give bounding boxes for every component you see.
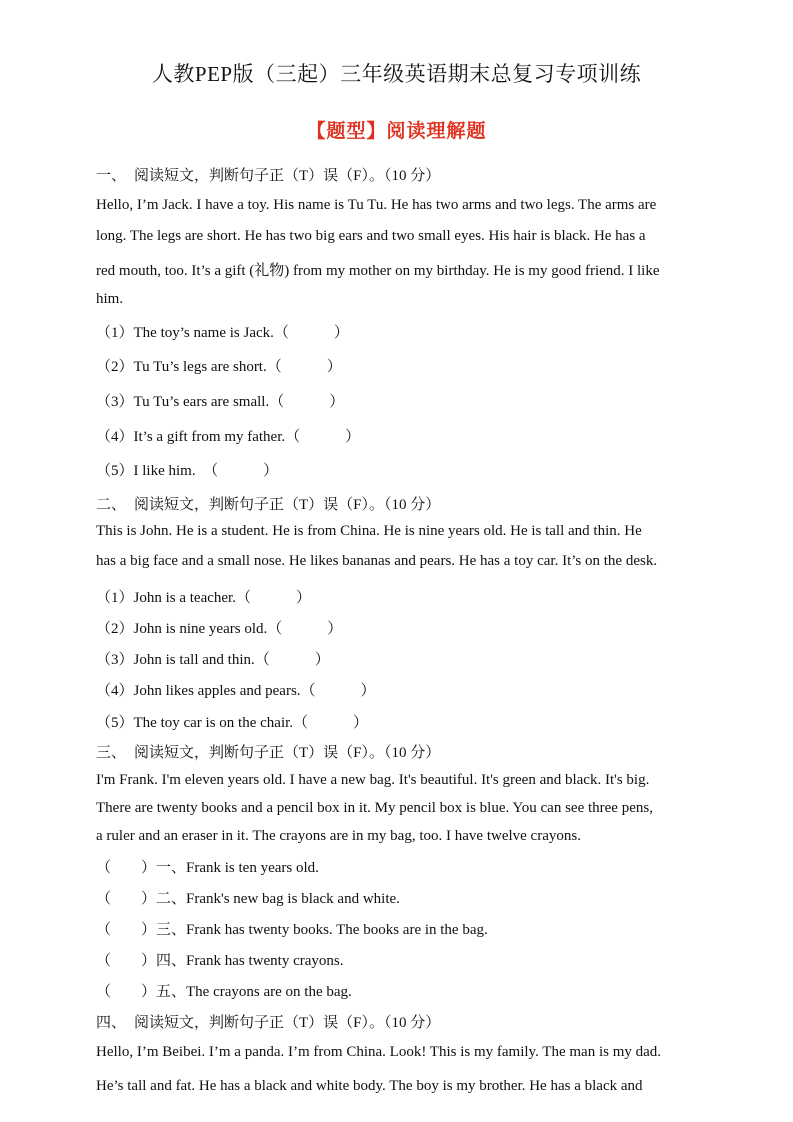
section-number: 三、 (96, 745, 127, 761)
passage-line: Hello, I’m Beibei. I’m a panda. I’m from China. Look! This is my family. The man is my dad. (96, 1044, 662, 1060)
question-item: （2）Tu Tu’s legs are short.（ ） (96, 359, 342, 375)
section-1-heading (96, 164, 440, 185)
question-item: （1）The toy’s name is Jack.（ ） (96, 325, 349, 341)
question-item: （ ）一、Frank is ten years old. (96, 860, 319, 876)
passage-line: He’s tall and fat. He has a black and white body. The boy is my brother. He has a black and (96, 1078, 643, 1094)
question-item: （4）John likes apples and pears.（ ） (96, 683, 376, 699)
passage-line: has a big face and a small nose. He likes bananas and pears. He has a toy car. It’s on the desk. (96, 553, 658, 569)
question-item: （2）John is nine years old.（ ） (96, 621, 343, 637)
page-title: 人教PEP版（三起）三年级英语期末总复习专项训练 (151, 62, 642, 86)
section-number: 一、 (96, 168, 127, 184)
section-instruction: 阅读短文，判断句子正（T）误（F）。（10 分） (134, 1015, 441, 1031)
question-item: （ ）三、Frank has twenty books. The books are in the bag. (96, 922, 488, 938)
question-type-heading: 【题型】阅读理解题 (306, 120, 487, 142)
passage-line: a ruler and an eraser in it. The crayons are in my bag, too. I have twelve crayons. (96, 828, 581, 844)
question-item: （3）John is tall and thin.（ ） (96, 652, 330, 668)
question-item: （5）I like him. （ ） (96, 463, 279, 479)
section-instruction: 阅读短文，判断句子正（T）误（F）。（10 分） (134, 745, 441, 761)
section-2-heading (96, 493, 440, 514)
section-instruction: 阅读短文，判断句子正（T）误（F）。（10 分） (134, 168, 441, 184)
passage-line: long. The legs are short. He has two big ears and two small eyes. His hair is black. He has a (96, 228, 646, 244)
passage-line: Hello, I’m Jack. I have a toy. His name is Tu Tu. He has two arms and two legs. The arms are (96, 197, 657, 213)
section-4-heading (96, 1011, 440, 1032)
question-item: （ ）四、Frank has twenty crayons. (96, 953, 344, 969)
section-instruction: 阅读短文，判断句子正（T）误（F）。（10 分） (134, 497, 441, 513)
question-item: （ ）二、Frank's new bag is black and white. (96, 891, 400, 907)
section-number: 四、 (96, 1015, 127, 1031)
passage-line: This is John. He is a student. He is from China. He is nine years old. He is tall and thin. He (96, 523, 642, 539)
passage-line: red mouth, too. It’s a gift (礼物) from my mother on my birthday. He is my good friend. I like (96, 263, 660, 279)
question-item: （5）The toy car is on the chair.（ ） (96, 715, 369, 731)
question-item: （4）It’s a gift from my father.（ ） (96, 429, 361, 445)
question-item: （ ）五、The crayons are on the bag. (96, 984, 352, 1000)
passage-line: I'm Frank. I'm eleven years old. I have a new bag. It's beautiful. It's green and black. It's big. (96, 772, 650, 788)
section-number: 二、 (96, 497, 127, 513)
question-item: （1）John is a teacher.（ ） (96, 590, 311, 606)
passage-line: him. (96, 291, 124, 307)
section-3-heading (96, 741, 440, 762)
passage-line: There are twenty books and a pencil box in it. My pencil box is blue. You can see three pens, (96, 800, 653, 816)
question-item: （3）Tu Tu’s ears are small.（ ） (96, 394, 345, 410)
